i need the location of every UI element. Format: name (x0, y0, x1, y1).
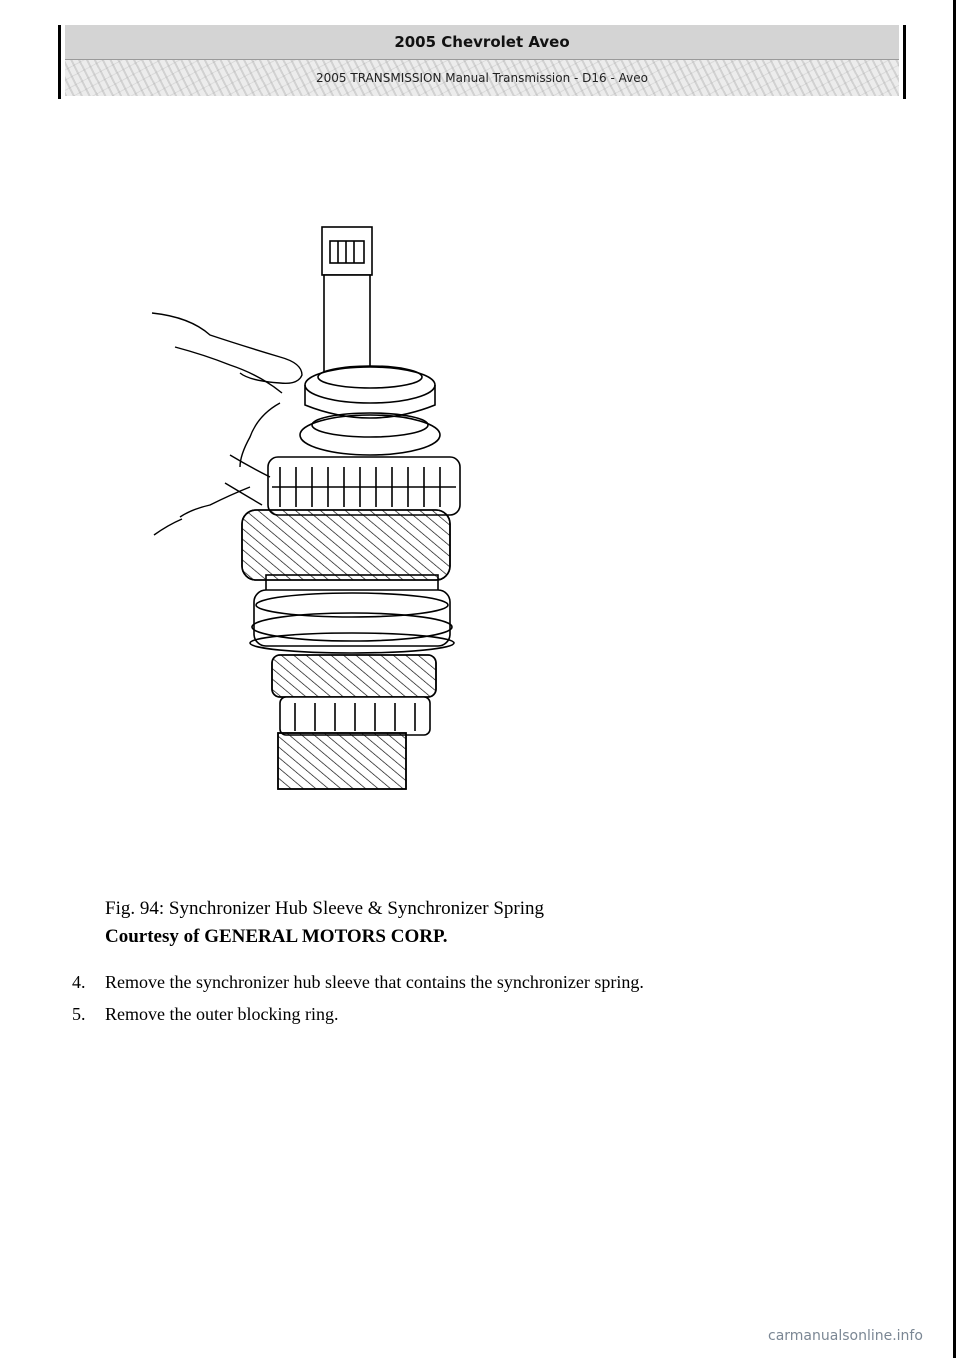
figure-caption-block (105, 895, 544, 951)
step-number: 4. (72, 972, 86, 992)
procedure-steps (72, 966, 932, 1030)
shaft (322, 227, 372, 385)
transmission-shaft-illustration (130, 205, 490, 805)
page-border-right (953, 0, 956, 1358)
synchronizer-ring (268, 457, 460, 515)
document-header (58, 25, 906, 99)
list-item (72, 966, 932, 998)
step-text: Remove the outer blocking ring. (105, 1004, 339, 1024)
figure-credit: Courtesy of GENERAL MOTORS CORP. (105, 926, 448, 947)
step-number: 5. (72, 1004, 86, 1024)
synchronizer-hub-sleeve (300, 366, 440, 455)
header-subtitle: 2005 TRANSMISSION Manual Transmission - D16 - Aveo (65, 60, 899, 96)
gear-lower (272, 655, 436, 789)
list-item (72, 998, 932, 1030)
step-text: Remove the synchronizer hub sleeve that contains the synchronizer spring. (105, 972, 644, 992)
header-title: 2005 Chevrolet Aveo (65, 25, 899, 60)
figure-caption: Fig. 94: Synchronizer Hub Sleeve & Synchronizer Spring (105, 898, 545, 919)
watermark: carmanualsonline.info (768, 1328, 923, 1344)
gear-upper (242, 510, 450, 597)
gear-middle (250, 590, 454, 653)
